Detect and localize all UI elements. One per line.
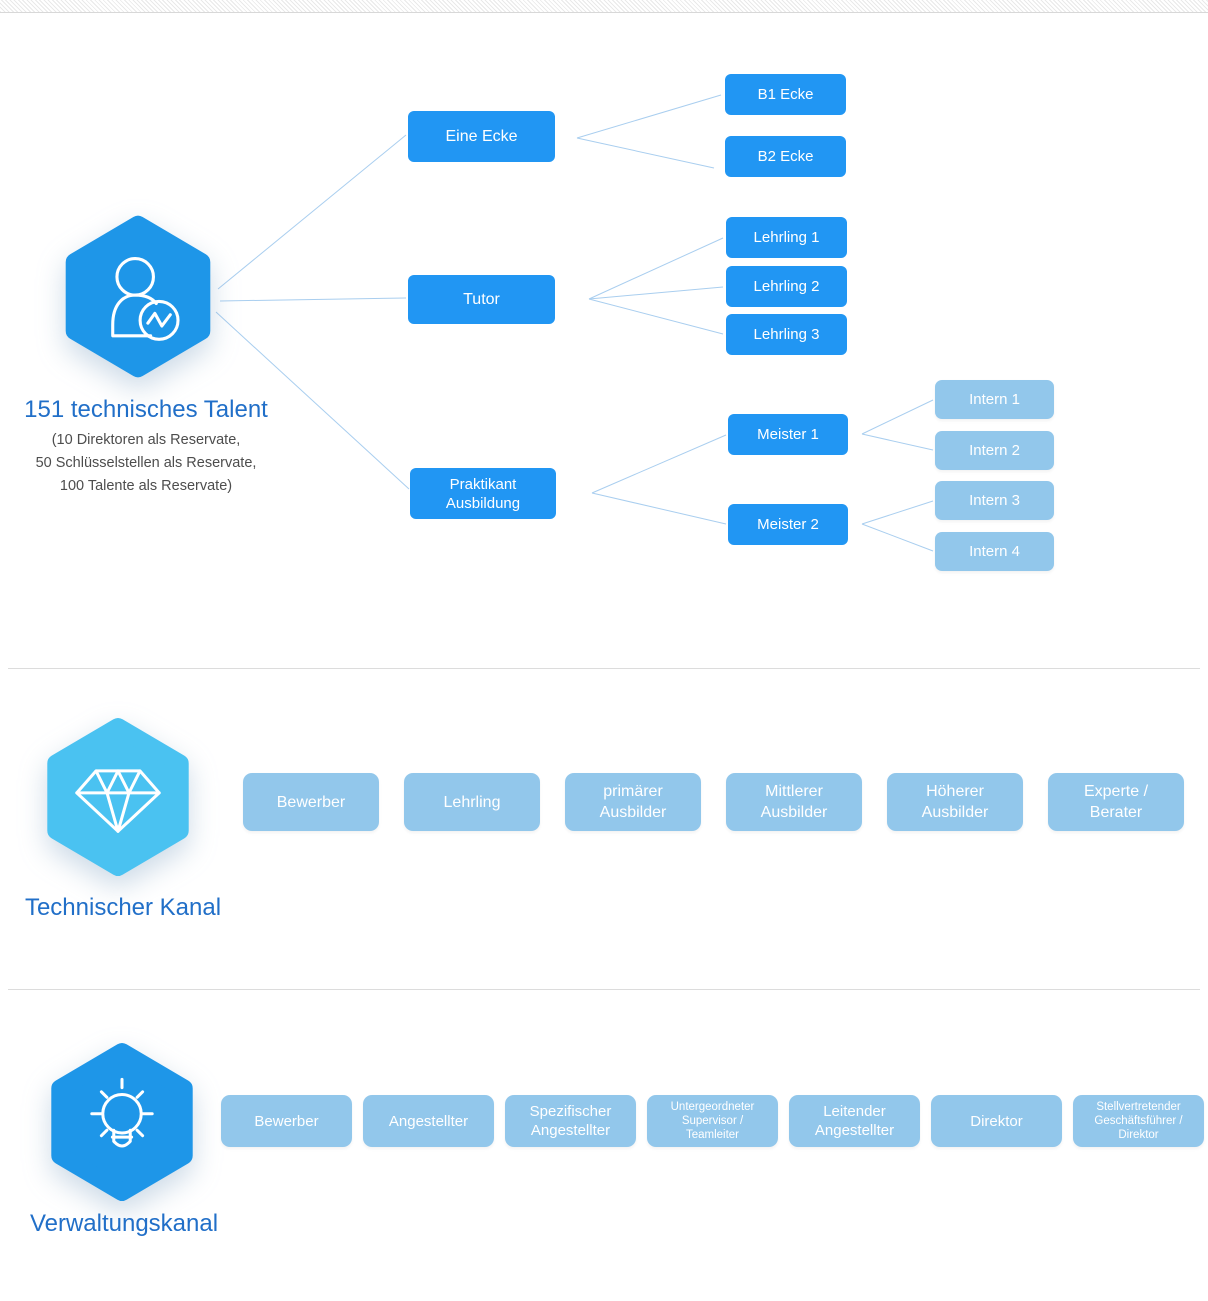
admin-channel-title: Verwaltungskanal bbox=[29, 1210, 219, 1237]
stage-experte-berater: Experte / Berater bbox=[1048, 773, 1184, 831]
stage-untergeordneter-supervisor-teamleiter: Untergeordneter Supervisor / Teamleiter bbox=[647, 1095, 778, 1147]
node-meister-2: Meister 2 bbox=[728, 504, 848, 545]
stage-bewerber-admin: Bewerber bbox=[221, 1095, 352, 1147]
node-intern-3: Intern 3 bbox=[935, 481, 1054, 520]
node-tutor: Tutor bbox=[408, 275, 555, 324]
node-eine-ecke: Eine Ecke bbox=[408, 111, 555, 162]
stage-primaerer-ausbilder: primärer Ausbilder bbox=[565, 773, 701, 831]
talent-subtitle-line: 50 Schlüsselstellen als Reservate, bbox=[35, 455, 257, 471]
node-lehrling-1: Lehrling 1 bbox=[726, 217, 847, 258]
talent-hexagon bbox=[65, 213, 211, 380]
stage-angestellter: Angestellter bbox=[363, 1095, 494, 1147]
talent-subtitle bbox=[0, 429, 292, 498]
stage-leitender-angestellter: Leitender Angestellter bbox=[789, 1095, 920, 1147]
stage-hoeherer-ausbilder: Höherer Ausbilder bbox=[887, 773, 1023, 831]
diamond-icon bbox=[45, 716, 191, 878]
stage-lehrling: Lehrling bbox=[404, 773, 540, 831]
node-intern-2: Intern 2 bbox=[935, 431, 1054, 470]
stage-stellvertretender-geschaeftsfuehrer-direktor: Stellvertretender Geschäftsführer / Direktor bbox=[1073, 1095, 1204, 1147]
section-divider bbox=[8, 668, 1200, 669]
node-lehrling-3: Lehrling 3 bbox=[726, 314, 847, 355]
stage-bewerber: Bewerber bbox=[243, 773, 379, 831]
lightbulb-icon bbox=[48, 1041, 196, 1203]
node-intern-1: Intern 1 bbox=[935, 380, 1054, 419]
stage-mittlerer-ausbilder: Mittlerer Ausbilder bbox=[726, 773, 862, 831]
node-b1-ecke: B1 Ecke bbox=[725, 74, 846, 115]
node-lehrling-2: Lehrling 2 bbox=[726, 266, 847, 307]
node-praktikant-ausbildung: Praktikant Ausbildung bbox=[410, 468, 556, 519]
stage-spezifischer-angestellter: Spezifischer Angestellter bbox=[505, 1095, 636, 1147]
talent-subtitle-line: 100 Talente als Reservate) bbox=[59, 478, 233, 494]
node-meister-1: Meister 1 bbox=[728, 414, 848, 455]
node-intern-4: Intern 4 bbox=[935, 532, 1054, 571]
node-b2-ecke: B2 Ecke bbox=[725, 136, 846, 177]
section-divider bbox=[8, 989, 1200, 990]
person-activity-icon bbox=[65, 213, 211, 380]
talent-title: 151 technisches Talent bbox=[24, 396, 268, 423]
stage-direktor: Direktor bbox=[931, 1095, 1062, 1147]
technical-channel-title: Technischer Kanal bbox=[24, 894, 222, 921]
technical-channel-hexagon bbox=[45, 716, 191, 878]
admin-channel-hexagon bbox=[48, 1041, 196, 1203]
talent-subtitle-line: (10 Direktoren als Reservate, bbox=[51, 432, 241, 448]
